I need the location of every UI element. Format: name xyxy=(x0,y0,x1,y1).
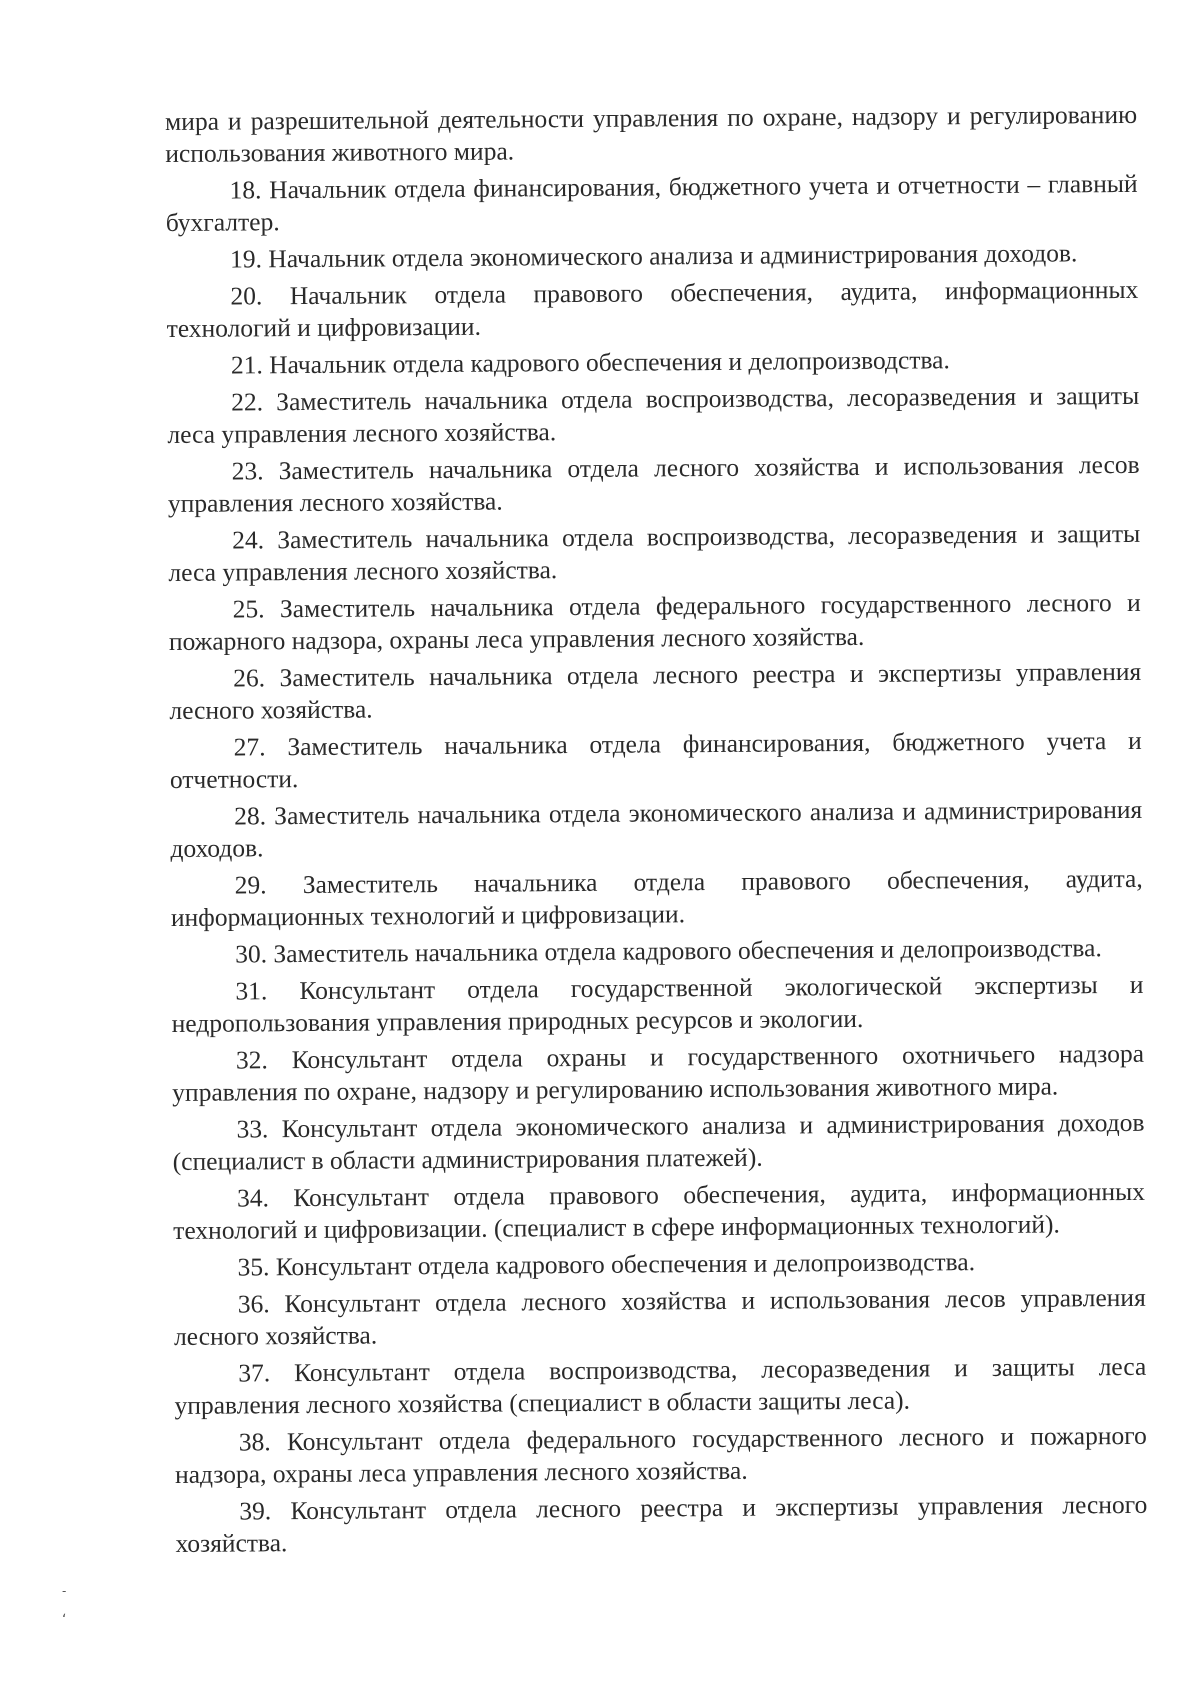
document-page xyxy=(165,99,1148,1565)
margin-mark: - xyxy=(62,1584,67,1598)
list-item-18: 18. Начальник отдела финансирования, бюджетного учета и отчетности – главный бухгалтер. xyxy=(165,168,1138,237)
list-item-23: 23. Заместитель начальника отдела лесного хозяйства и использования лесов управления лесного хозяйства. xyxy=(167,449,1140,518)
list-item-25: 25. Заместитель начальника отдела федерального государственного лесного и пожарного надзора, охраны леса управления лесного хозяйства. xyxy=(168,587,1141,656)
list-item-39: 39. Консультант отдела лесного реестра и экспертизы управления лесного хозяйства. xyxy=(175,1489,1148,1558)
list-item-33: 33. Консультант отдела экономического анализа и администрирования доходов (специалист в области администрирования платежей). xyxy=(172,1107,1145,1176)
list-item-35: 35. Консультант отдела кадрового обеспечения и делопроизводства. xyxy=(237,1247,976,1282)
margin-mark: ʻ xyxy=(62,1612,67,1628)
list-item-31: 31. Консультант отдела государственной экологической экспертизы и недропользования управления природных ресурсов и экологии. xyxy=(171,969,1144,1038)
list-item-37: 37. Консультант отдела воспроизводства, лесоразведения и защиты леса управления лесного хозяйства (специалист в области защиты леса). xyxy=(174,1351,1147,1420)
list-item-29: 29. Заместитель начальника отдела правового обеспечения, аудита, информационных технологий и цифровизации. xyxy=(170,863,1143,932)
list-item-28: 28. Заместитель начальника отдела экономического анализа и администрирования доходов. xyxy=(170,794,1143,863)
list-item-24: 24. Заместитель начальника отдела воспроизводства, лесоразведения и защиты леса управления лесного хозяйства. xyxy=(168,518,1141,587)
list-item-22: 22. Заместитель начальника отдела воспроизводства, лесоразведения и защиты леса управления лесного хозяйства. xyxy=(167,380,1140,449)
list-item-32: 32. Консультант отдела охраны и государственного охотничьего надзора управления по охране, надзору и регулированию использования животного мира. xyxy=(172,1038,1145,1107)
list-item-30: 30. Заместитель начальника отдела кадрового обеспечения и делопроизводства. xyxy=(235,933,1102,969)
continuation-paragraph: мира и разрешительной деятельности управления по охране, надзору и регулированию использования животного мира. xyxy=(165,99,1138,168)
list-item-27: 27. Заместитель начальника отдела финансирования, бюджетного учета и отчетности. xyxy=(169,725,1142,794)
list-item-26: 26. Заместитель начальника отдела лесного реестра и экспертизы управления лесного хозяйства. xyxy=(169,656,1142,725)
list-item-19: 19. Начальник отдела экономического анализа и администрирования доходов. xyxy=(230,238,1078,274)
list-item-38: 38. Консультант отдела федерального государственного лесного и пожарного надзора, охраны леса управления лесного хозяйства. xyxy=(174,1420,1147,1489)
list-item-34: 34. Консультант отдела правового обеспечения, аудита, информационных технологий и цифровизации. (специалист в сфере информационных технологий). xyxy=(173,1176,1146,1245)
list-item-21: 21. Начальник отдела кадрового обеспечения и делопроизводства. xyxy=(230,345,950,380)
list-item-36: 36. Консультант отдела лесного хозяйства и использования лесов управления лесного хозяйства. xyxy=(173,1282,1146,1351)
list-item-20: 20. Начальник отдела правового обеспечения, аудита, информационных технологий и цифровизации. xyxy=(166,274,1139,343)
